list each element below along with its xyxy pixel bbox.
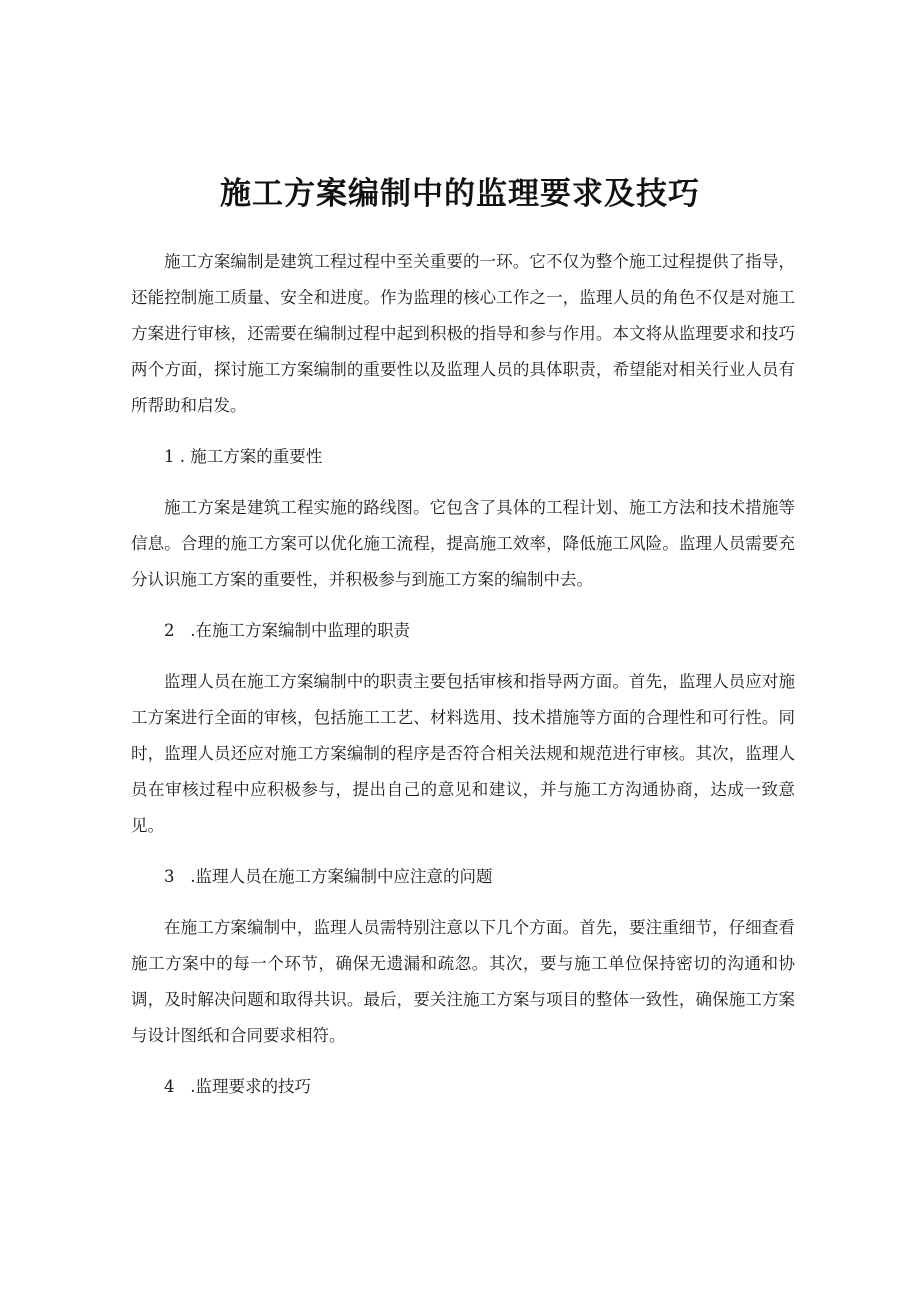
section-2-paragraph: 监理人员在施工方案编制中的职责主要包括审核和指导两方面。首先，监理人员应对施工方案进行全面的审核，包括施工工艺、材料选用、技术措施等方面的合理性和可行性。同时，监理人员还应对施工方案编制的程序是否符合相关法规和规范进行审核。其次，监理人员在审核过程中应积极参与，提出自己的意见和建议，并与施工方沟通协商，达成一致意见。 — [131, 672, 795, 835]
section-3-heading: 3 .监理人员在施工方案编制中应注意的问题 — [164, 867, 493, 886]
section-1-paragraph: 施工方案是建筑工程实施的路线图。它包含了具体的工程计划、施工方法和技术措施等信息。合理的施工方案可以优化施工流程，提高施工效率，降低施工风险。监理人员需要充分认识施工方案的重要性，并积极参与到施工方案的编制中去。 — [131, 498, 795, 589]
section-2-heading: 2 .在施工方案编制中监理的职责 — [164, 621, 410, 640]
section-1-heading: 1 . 施工方案的重要性 — [164, 447, 323, 466]
section-3-paragraph: 在施工方案编制中，监理人员需特别注意以下几个方面。首先，要注重细节，仔细查看施工方案中的每一个环节，确保无遗漏和疏忽。其次，要与施工单位保持密切的沟通和协调，及时解决问题和取得共识。最后，要关注施工方案与项目的整体一致性，确保施工方案与设计图纸和合同要求相符。 — [131, 918, 795, 1045]
section-4-heading: 4 .监理要求的技巧 — [164, 1077, 311, 1096]
document-title: 施工方案编制中的监理要求及技巧 — [220, 176, 700, 212]
intro-paragraph: 施工方案编制是建筑工程过程中至关重要的一环。它不仅为整个施工过程提供了指导，还能控制施工质量、安全和进度。作为监理的核心工作之一，监理人员的角色不仅是对施工方案进行审核，还需要在编制过程中起到积极的指导和参与作用。本文将从监理要求和技巧两个方面，探讨施工方案编制的重要性以及监理人员的具体职责，希望能对相关行业人员有所帮助和启发。 — [131, 252, 795, 415]
document-body — [131, 244, 795, 1120]
